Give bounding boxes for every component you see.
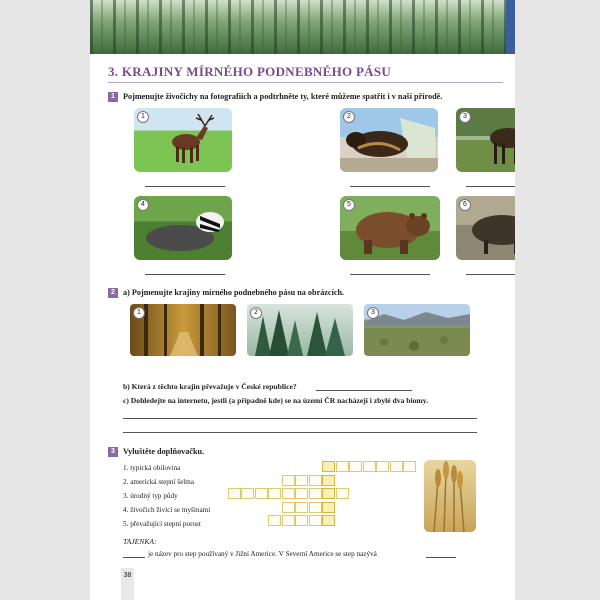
task-2-number: 2	[108, 288, 118, 298]
crossword-cell[interactable]	[336, 461, 349, 472]
crossword-cell[interactable]	[282, 475, 295, 486]
task-2-instruction-a: a) Pojmenujte krajiny mírného podnebného pásu na obrázcích.	[123, 288, 345, 297]
photo-badge: 2	[250, 307, 262, 319]
clue-5: 5. převažující stepní porost	[123, 520, 201, 528]
photo-brown-bear	[340, 196, 440, 260]
clue-1: 1. typická obilovina	[123, 464, 181, 472]
crossword-cell[interactable]	[309, 475, 322, 486]
crossword-cell[interactable]	[295, 475, 308, 486]
photo-coniferous-forest	[247, 304, 353, 356]
answer-line[interactable]	[350, 274, 430, 275]
crossword-cell[interactable]	[228, 488, 241, 499]
crossword-cell[interactable]	[309, 488, 322, 499]
workbook-page	[90, 0, 515, 600]
clue-4: 4. živočich živící se myšinami	[123, 506, 211, 514]
clue-3: 3. úrodný typ půdy	[123, 492, 178, 500]
crossword-cell[interactable]	[309, 502, 322, 513]
crossword-key-cell[interactable]	[322, 515, 335, 526]
photo-badge: 4	[137, 199, 149, 211]
task-1-instruction: Pojmenujte živočichy na fotografiích a podtrhněte ty, které můžeme spatřit i v naší přírodě.	[123, 92, 443, 101]
task-2-question-c: c) Dohledejte na internetu, jestli (a případně kde) se na území ČR nacházejí i zbylé dva biomy.	[123, 396, 428, 405]
photo-steppe	[364, 304, 470, 356]
photo-moose	[456, 108, 515, 172]
photo-badge: 6	[459, 199, 471, 211]
banner-tab	[506, 0, 515, 54]
tajenka-sentence: je název pro step používaný v Jižní Americe. V Severní Americe se step nazývá	[148, 550, 377, 558]
tajenka-label: TAJENKA:	[123, 537, 157, 546]
photo-badge: 1	[137, 111, 149, 123]
task-1-number: 1	[108, 92, 118, 102]
crossword-cell[interactable]	[363, 461, 376, 472]
task-2-question-b: b) Která z těchto krajin převažuje v České republice?	[123, 382, 297, 391]
crossword-cell[interactable]	[349, 461, 362, 472]
photo-badge: 3	[459, 111, 471, 123]
crossword-key-cell[interactable]	[322, 475, 335, 486]
answer-line[interactable]	[145, 274, 225, 275]
crossword-cell[interactable]	[282, 515, 295, 526]
crossword-cell[interactable]	[255, 488, 268, 499]
crossword-key-cell[interactable]	[322, 502, 335, 513]
photo-wolverine	[340, 108, 438, 172]
photo-badge: 2	[343, 111, 355, 123]
crossword-cell[interactable]	[282, 488, 295, 499]
photo-badge: 5	[343, 199, 355, 211]
task-3-number: 3	[108, 447, 118, 457]
crossword-cell[interactable]	[390, 461, 403, 472]
photo-red-deer	[134, 108, 232, 172]
answer-line-c2[interactable]	[123, 432, 477, 433]
answer-line[interactable]	[466, 186, 515, 187]
tajenka-blank-1[interactable]	[123, 557, 145, 558]
crossword-cell[interactable]	[309, 515, 322, 526]
chapter-underline	[108, 82, 503, 83]
crossword-cell[interactable]	[282, 502, 295, 513]
answer-line-c1[interactable]	[123, 418, 477, 419]
photo-badger	[134, 196, 232, 260]
crossword-cell[interactable]	[336, 488, 349, 499]
photo-badge: 1	[133, 307, 145, 319]
photo-wild-boar	[456, 196, 515, 260]
forest-banner	[90, 0, 515, 54]
crossword-cell[interactable]	[268, 488, 281, 499]
crossword-cell[interactable]	[241, 488, 254, 499]
crossword-cell[interactable]	[268, 515, 281, 526]
crossword-cell[interactable]	[295, 502, 308, 513]
answer-line-b[interactable]	[316, 390, 412, 391]
crossword-cell[interactable]	[403, 461, 416, 472]
photo-deciduous-forest	[130, 304, 236, 356]
crossword-cell[interactable]	[376, 461, 389, 472]
answer-line[interactable]	[350, 186, 430, 187]
task-3-instruction: Vyluštěte doplňovačku.	[123, 447, 205, 456]
clue-2: 2. americká stepní šelma	[123, 478, 195, 486]
crossword-cell[interactable]	[295, 515, 308, 526]
chapter-title: 3. KRAJINY MÍRNÉHO PODNEBNÉHO PÁSU	[108, 64, 392, 79]
answer-line[interactable]	[145, 186, 225, 187]
photo-wheat	[424, 460, 476, 532]
crossword-key-cell[interactable]	[322, 488, 335, 499]
crossword-cell[interactable]	[295, 488, 308, 499]
tajenka-blank-2[interactable]	[426, 557, 456, 558]
crossword-key-cell[interactable]	[322, 461, 335, 472]
answer-line[interactable]	[466, 274, 515, 275]
page-number: 38	[121, 568, 134, 600]
photo-badge: 3	[367, 307, 379, 319]
